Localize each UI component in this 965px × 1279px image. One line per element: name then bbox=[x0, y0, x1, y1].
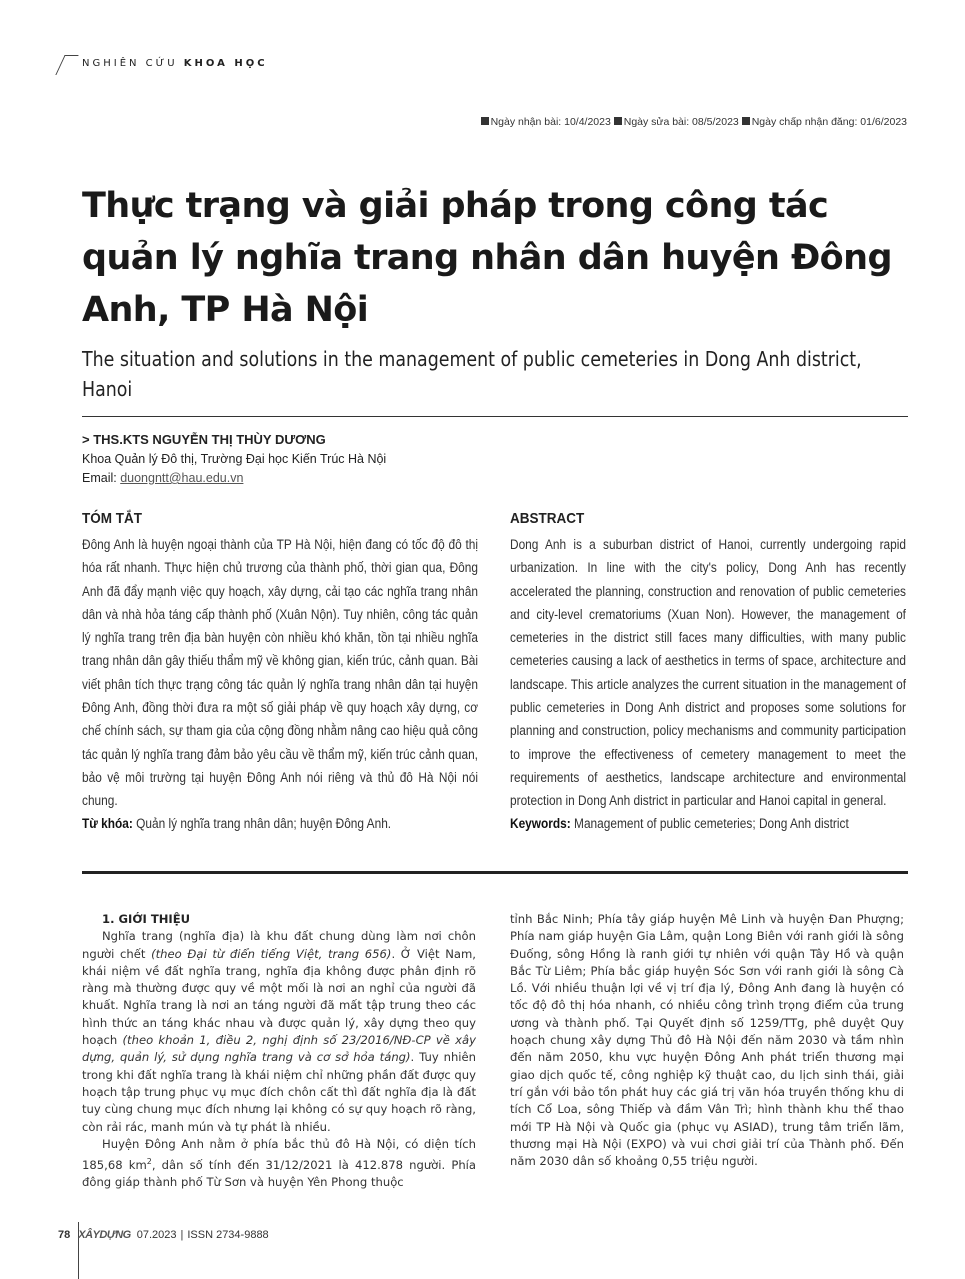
title-divider bbox=[82, 416, 908, 417]
magazine-logo: XÂYDỰNG bbox=[78, 1229, 131, 1241]
date-received: Ngày nhận bài: 10/4/2023 bbox=[490, 116, 611, 128]
keywords-vi-label: Từ khóa: bbox=[82, 815, 133, 831]
body-paragraph-1 bbox=[82, 928, 476, 1136]
keywords-en-label: Keywords: bbox=[510, 815, 571, 831]
keywords-en-text: Management of public cemeteries; Dong Anh district bbox=[570, 815, 849, 831]
keywords-vi-text: Quản lý nghĩa trang nhân dân; huyện Đông Anh. bbox=[132, 815, 392, 831]
section-heading: 1. GIỚI THIỆU bbox=[102, 912, 191, 926]
square-bullet-icon bbox=[742, 117, 750, 125]
p1-citation-2: (theo khoản 1, điều 2, nghị định số 23/2016/NĐ-CP về xây dựng, quản lý, sử dụng nghĩa trang và cơ sở hỏa táng) bbox=[82, 1033, 476, 1065]
email-label: Email: bbox=[82, 471, 121, 485]
keywords-vi bbox=[82, 813, 478, 835]
p1-text-b: . Ở Việt Nam, khái niệm về đất nghĩa trang, nghĩa địa không được phân định rõ ràng mà thường được quy về một mối là nơi an nghỉ của người đã khuất. Nghĩa trang là nơi an táng người đã mất tập trung theo các hình thức an táng khác nhau và được quản lý, xây dựng theo quy hoạch bbox=[82, 946, 476, 1048]
p2-superscript: 2 bbox=[146, 1157, 152, 1167]
article-title-en: The situation and solutions in the management of public cemeteries in Dong Anh district, Hanoi bbox=[82, 347, 862, 401]
abstract-vi-body: Đông Anh là huyện ngoại thành của TP Hà Nội, hiện đang có tốc độ đô thị hóa rất nhanh. Thực hiện chủ trương của thành phố, thời gian qua, Đông Anh đã đẩy mạnh việc quy hoạch, xây dựng, cải tạo các nghĩa trang nhân dân và nhà hỏa táng cấp thành phố (Xuân Nộn). Tuy nhiên, công tác quản lý nghĩa trang trên địa bàn huyện còn nhiều khó khăn, tồn tại nhiều nghĩa trang nhân dân gây thiếu thẩm mỹ về không gian, kiến trúc, cảnh quan. Bài viết phân tích thực trạng công tác quản lý nghĩa trang nhân dân tại huyện Đông Anh, đồng thời đưa ra một số giải pháp về quy hoạch xây dựng, cơ chế chính sách, sự tham gia của cộng đồng nhằm nâng cao hiệu quả công tác quản lý nghĩa trang đảm bảo yêu cầu về thẩm mỹ, kiến trúc cảnh quan, bảo vệ môi trường tại huyện Đông Anh nói riêng và thủ đô Hà Nội nói chung. bbox=[82, 537, 478, 809]
body-paragraph-3: tỉnh Bắc Ninh; Phía tây giáp huyện Mê Linh và huyện Đan Phượng; Phía nam giáp huyện Gia Lâm, quận Long Biên với ranh giới là sông Đuống, sông Hồng là ranh giới tự nhiên với quận Tây Hồ và quận Bắc Từ Liêm; Phía bắc giáp huyện Sóc Sơn với ranh giới là sông Cà Lồ. Với nhiều thuận lợi về vị trí địa lý, Đông Anh đang là huyện có tốc độ đô thị hóa nhanh, có nhiều công trình trọng điểm của trung ương và thành phố. Tại Quyết định số 1259/TTg, phê duyệt Quy hoạch chung xây dựng Thủ đô Hà Nội đến năm 2030 và tầm nhìn đến năm 2050, khu vực huyện Đông Anh phát triển thương mại giao dịch quốc tế, công nghiệp kỹ thuật cao, du lịch sinh thái, giải trí gắn với bảo tồn phát huy các giá trị văn hóa truyền thống khu di tích Cổ Loa, sông Thiếp và đầm Vân Trì; hình thành khu thể thao mới TP Hà Nội và Quốc gia (phục vụ ASIAD), trung tâm triển lãm, thương mại Hà Nội (EXPO) và vui chơi giải trí của Thành phố. Đến năm 2030 dân số khoảng 0,55 triệu người. bbox=[510, 912, 904, 1169]
p1-text-a: Nghĩa trang (nghĩa địa) là khu đất chung dùng làm nơi chôn người chết bbox=[82, 929, 476, 961]
square-bullet-icon bbox=[481, 117, 489, 125]
author-email-line bbox=[82, 471, 243, 485]
body-column-right bbox=[510, 911, 904, 1170]
p2-text-b: , dân số tính đến 31/12/2021 là 412.878 người. Phía đông giáp thành phố Từ Sơn và huyện Yên Phong thuộc bbox=[82, 1158, 476, 1190]
article-title-vi: Thực trạng và giải pháp trong công tác quản lý nghĩa trang nhân dân huyện Đông Anh, TP Hà Nội bbox=[82, 186, 892, 330]
abstract-en-heading: ABSTRACT bbox=[510, 510, 585, 527]
date-revised: Ngày sửa bài: 08/5/2023 bbox=[623, 116, 739, 128]
body-paragraph-2 bbox=[82, 1136, 476, 1192]
author-affiliation: Khoa Quản lý Đô thị, Trường Đại học Kiến Trúc Hà Nội bbox=[82, 452, 387, 466]
section-label bbox=[82, 58, 268, 69]
p2-text-a: Huyện Đông Anh nằm ở phía bắc thủ đô Hà Nội, có diện tích 185,68 km bbox=[82, 1136, 476, 1173]
header-corner-line bbox=[55, 55, 78, 75]
section-label-bold: KHOA HỌC bbox=[183, 58, 268, 69]
abstract-divider bbox=[82, 871, 908, 874]
email-link[interactable]: duongntt@hau.edu.vn bbox=[120, 471, 244, 485]
keywords-en bbox=[510, 813, 906, 835]
section-label-prefix: NGHIÊN CỨU bbox=[82, 58, 184, 69]
body-column-left bbox=[82, 911, 476, 1192]
p1-text-c: . Tuy nhiên trong khi đất nghĩa trang là khái niệm chỉ những phần đất được quy hoạch tập trung phục vụ mục đích chôn cất thì đất nghĩa địa là đất tuy cùng chung mục đích nhưng lại không có sự quy hoạch rõ ràng, còn rải rác, manh mún và tự phát là nhiều. bbox=[82, 1050, 476, 1134]
author-name: > THS.KTS NGUYỄN THỊ THÙY DƯƠNG bbox=[82, 432, 326, 447]
abstract-vi-heading: TÓM TẮT bbox=[82, 510, 142, 527]
p1-citation-1: (theo Đại từ điển tiếng Việt, trang 656) bbox=[151, 946, 392, 961]
issn: ISSN 2734-9888 bbox=[187, 1229, 269, 1241]
abstract-vi bbox=[82, 510, 478, 835]
abstract-en-body: Dong Anh is a suburban district of Hanoi, currently undergoing rapid urbanization. In line with the city's policy, Dong Anh has recently accelerated the planning, construction and renovation of public cemeteries and city-level crematoriums (Xuan Non). However, the management of cemeteries in the district still faces many difficulties, with many public cemeteries causing a lack of aesthetics in terms of space, architecture and landscape. This article analyzes the current situation in the management of public cemeteries in Dong Anh district and proposes some solutions for planning and construction, policy mechanisms and community participation to improve the effectiveness of cemetery management to meet the requirements of aesthetics, landscape architecture and environmental protection in Dong Anh district in particular and Hanoi capital in general. bbox=[510, 537, 906, 809]
square-bullet-icon bbox=[614, 117, 622, 125]
page-footer bbox=[58, 1229, 269, 1241]
page-number: 78 bbox=[58, 1229, 71, 1241]
abstract-en bbox=[510, 510, 906, 835]
date-accepted: Ngày chấp nhận đăng: 01/6/2023 bbox=[751, 116, 907, 128]
issue-date: 07.2023 bbox=[136, 1229, 177, 1241]
article-dates bbox=[481, 116, 907, 128]
footer-separator: | bbox=[180, 1229, 184, 1241]
